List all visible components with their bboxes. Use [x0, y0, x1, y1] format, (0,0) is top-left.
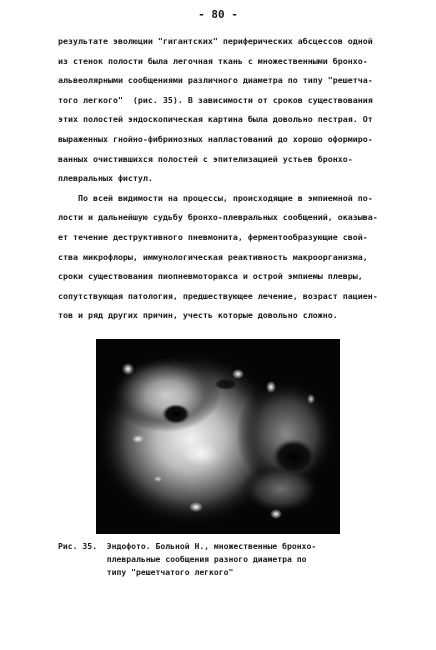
text-line: сопутствующая патология, предшествующее лечение, возраст пациен- [58, 290, 378, 301]
text-line: сроки существования пиопневмоторакса и острой эмпиемы плевры, [58, 271, 363, 282]
text-line: ванных очистившихся полостей с эпителизацией устьев бронхо- [58, 153, 353, 164]
text-line: ства микрофлоры, иммунологическая реактивность макроорганизма, [58, 251, 368, 262]
text-line: тов и ряд других причин, учесть которые довольно сложно. [58, 310, 338, 321]
paragraph-1 [58, 32, 388, 189]
text-line: этих полостей эндоскопическая картина была довольно пестрая. От [58, 114, 373, 125]
text-line: По всей видимости на процессы, происходящие в эмпиемной по- [58, 192, 373, 203]
text-line: из стенок полости была легочная ткань с множественными бронхо- [58, 55, 368, 66]
caption-line: плевральные сообщения разного диаметра по [58, 554, 307, 564]
caption-line: типу "решетчатого легкого" [58, 567, 234, 577]
text-line: альвеолярными сообщениями различного диаметра по типу "решетча- [58, 75, 373, 86]
paragraph-2 [58, 189, 388, 326]
text-line: ет течение деструктивного пневмонита, ферментообразующие свой- [58, 231, 368, 242]
text-line: плевральных фистул. [58, 173, 153, 184]
figure-caption [58, 540, 388, 579]
text-line: результате эволюции "гигантских" периферических абсцессов одной [58, 36, 373, 46]
text-line: того легкого" (рис. 35). В зависимости от сроков существования [58, 94, 373, 105]
endoscopic-photo [96, 339, 340, 534]
caption-line: Рис. 35. Эндофото. Больной Н., множественные бронхо- [58, 541, 317, 551]
text-line: выраженных гнойно-фибринозных напластований до хорошо оформиро- [58, 133, 373, 144]
main-text [58, 32, 388, 326]
page-number: - 80 - [198, 8, 238, 21]
text-line: лости и дальнейшую судьбу бронхо-плевральных сообщений, оказыва- [58, 212, 378, 223]
endoscopic-image [96, 339, 340, 534]
